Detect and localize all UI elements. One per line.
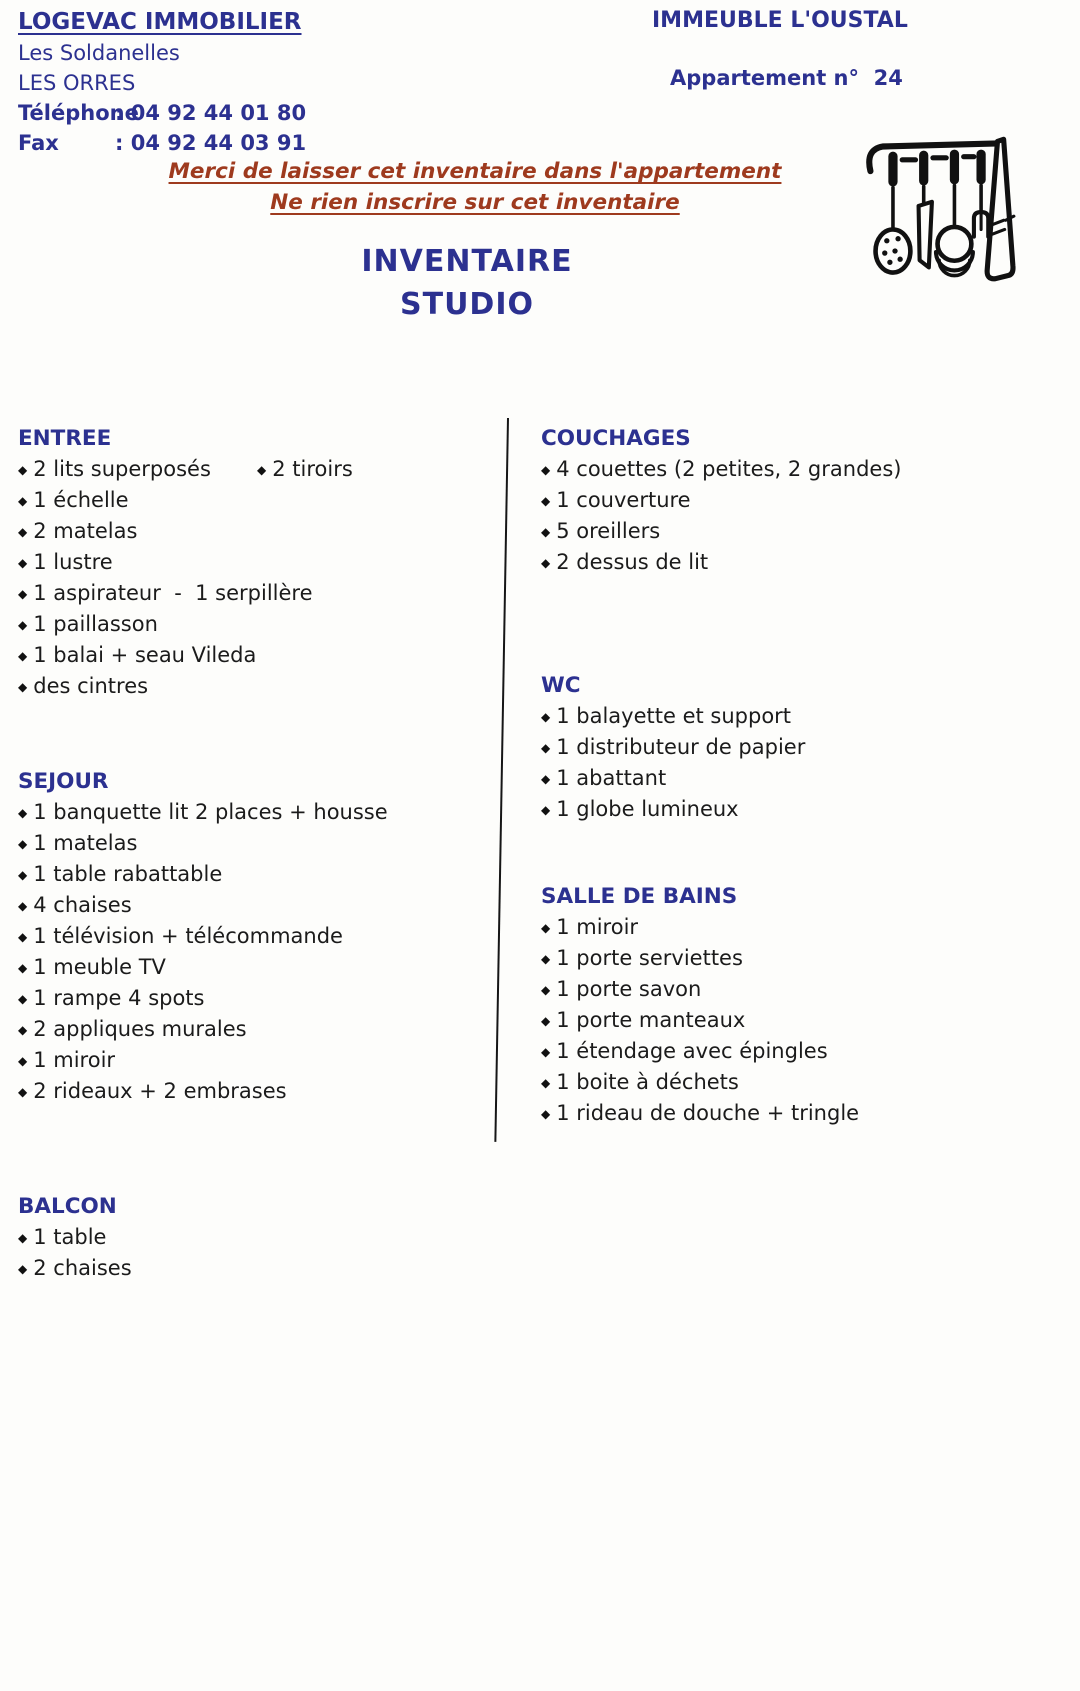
- inventory-item: [18, 671, 493, 702]
- diamond-bullet-icon: ◆: [18, 649, 28, 663]
- inventory-item-cell: [541, 704, 791, 728]
- phone-label: Téléphone: [18, 101, 139, 125]
- inventory-item-label: 1 porte manteaux: [556, 1008, 746, 1032]
- inventory-item-cell: [18, 581, 313, 605]
- inventory-item-cell: [18, 800, 388, 824]
- inventory-item-label: 2 lits superposés: [33, 457, 211, 481]
- inventory-item: [541, 1036, 1061, 1067]
- fax-label: Fax: [18, 131, 59, 155]
- inventory-item: [18, 547, 493, 578]
- inventory-item: [541, 732, 1061, 763]
- diamond-bullet-icon: ◆: [18, 868, 28, 882]
- inventory-item-label: 1 paillasson: [33, 612, 158, 636]
- inventory-item-label: 1 distributeur de papier: [556, 735, 806, 759]
- inventory-item-label: 2 dessus de lit: [556, 550, 709, 574]
- notice-line-1: Merci de laisser cet inventaire dans l'appartement: [168, 159, 782, 184]
- inventory-item-cell: [541, 1039, 828, 1063]
- diamond-bullet-icon: ◆: [18, 1054, 28, 1068]
- diamond-bullet-icon: ◆: [18, 587, 28, 601]
- inventory-item: [541, 701, 1061, 732]
- inventory-item: [18, 983, 493, 1014]
- diamond-bullet-icon: ◆: [18, 961, 28, 975]
- inventory-item: [18, 454, 493, 485]
- inventory-item: [18, 1014, 493, 1045]
- inventory-item-label: 5 oreillers: [556, 519, 661, 543]
- inventory-item: [541, 1005, 1061, 1036]
- inventory-item: [18, 859, 493, 890]
- diamond-bullet-icon: ◆: [541, 741, 551, 755]
- diamond-bullet-icon: ◆: [18, 556, 28, 570]
- inventory-item-label: des cintres: [33, 674, 149, 698]
- inventory-item-label: 4 chaises: [33, 893, 132, 917]
- inventory-item-cell: [18, 674, 148, 698]
- diamond-bullet-icon: ◆: [541, 494, 551, 508]
- diamond-bullet-icon: ◆: [18, 494, 28, 508]
- inventory-item: [18, 828, 493, 859]
- section-wc: [541, 671, 1061, 825]
- inventory-item-cell: [541, 915, 638, 939]
- inventory-item-label: 1 rampe 4 spots: [33, 986, 205, 1010]
- inventory-item: [18, 485, 493, 516]
- section-heading: WC: [541, 673, 581, 698]
- agency-block: [18, 6, 306, 158]
- diamond-bullet-icon: ◆: [541, 921, 551, 935]
- diamond-bullet-icon: ◆: [257, 463, 267, 477]
- diamond-bullet-icon: ◆: [18, 1023, 28, 1037]
- inventory-item: [18, 1253, 493, 1284]
- inventory-item-label: 1 aspirateur - 1 serpillère: [33, 581, 313, 605]
- inventory-item-cell: [18, 454, 257, 485]
- inventory-item-label: 2 tiroirs: [272, 457, 353, 481]
- inventory-item-cell: [541, 1101, 859, 1125]
- inventory-item-label: 1 miroir: [33, 1048, 116, 1072]
- diamond-bullet-icon: ◆: [18, 899, 28, 913]
- inventory-item-cell: [541, 735, 805, 759]
- inventory-item-label: 1 boite à déchets: [556, 1070, 739, 1094]
- inventory-item-cell: [541, 550, 708, 574]
- inventory-item: [541, 1067, 1061, 1098]
- inventory-item: [18, 1045, 493, 1076]
- inventory-item-label: 1 lustre: [33, 550, 113, 574]
- inventory-item-label: 1 rideau de douche + tringle: [556, 1101, 860, 1125]
- inventory-item-label: 1 meuble TV: [33, 955, 166, 979]
- diamond-bullet-icon: ◆: [18, 806, 28, 820]
- inventory-item: [18, 1076, 493, 1107]
- column-divider: [494, 418, 509, 1142]
- inventory-item-label: 1 table rabattable: [33, 862, 223, 886]
- inventory-item: [18, 890, 493, 921]
- inventory-item-cell: [18, 1225, 106, 1249]
- inventory-item-label: 1 miroir: [556, 915, 639, 939]
- notice-block: [0, 156, 950, 218]
- inventory-item: [18, 640, 493, 671]
- inventory-item: [18, 921, 493, 952]
- diamond-bullet-icon: ◆: [541, 556, 551, 570]
- inventory-item-label: 4 couettes (2 petites, 2 grandes): [556, 457, 902, 481]
- inventory-item-cell: [18, 862, 222, 886]
- kitchen-utensils-icon: [856, 126, 1016, 292]
- diamond-bullet-icon: ◆: [541, 772, 551, 786]
- inventory-column-right: [541, 424, 1061, 1129]
- inventory-item-cell: [18, 955, 166, 979]
- title-line-2: STUDIO: [400, 287, 534, 322]
- inventory-item: [541, 794, 1061, 825]
- inventory-item-cell: [18, 612, 158, 636]
- diamond-bullet-icon: ◆: [18, 618, 28, 632]
- inventory-item-cell: [18, 893, 132, 917]
- inventory-item: [18, 952, 493, 983]
- diamond-bullet-icon: ◆: [541, 952, 551, 966]
- diamond-bullet-icon: ◆: [18, 1231, 28, 1245]
- section-couchages: [541, 424, 1061, 578]
- diamond-bullet-icon: ◆: [541, 525, 551, 539]
- diamond-bullet-icon: ◆: [18, 837, 28, 851]
- inventory-item-label: 2 chaises: [33, 1256, 132, 1280]
- inventory-item-label: 2 rideaux + 2 embrases: [33, 1079, 287, 1103]
- inventory-item: [541, 1098, 1061, 1129]
- inventory-item-cell: [18, 643, 256, 667]
- diamond-bullet-icon: ◆: [18, 1085, 28, 1099]
- inventory-item: [541, 763, 1061, 794]
- inventory-item-label: 1 table: [33, 1225, 107, 1249]
- agency-residence: Les Soldanelles: [18, 41, 180, 65]
- inventory-item-cell: [18, 1256, 132, 1280]
- agency-city: LES ORRES: [18, 71, 136, 95]
- inventory-item: [18, 609, 493, 640]
- diamond-bullet-icon: ◆: [541, 1014, 551, 1028]
- inventory-item-label: 1 porte serviettes: [556, 946, 743, 970]
- inventory-item: [18, 797, 493, 828]
- inventory-item: [541, 912, 1061, 943]
- inventory-item-cell: [18, 488, 129, 512]
- inventory-item: [541, 974, 1061, 1005]
- inventory-item-cell: [18, 550, 113, 574]
- agency-name: LOGEVAC IMMOBILIER: [18, 9, 302, 35]
- inventory-item-cell: [18, 1079, 287, 1103]
- diamond-bullet-icon: ◆: [18, 992, 28, 1006]
- inventory-item: [18, 578, 493, 609]
- inventory-item-cell: [541, 519, 660, 543]
- phone-value: : 04 92 44 01 80: [115, 101, 307, 125]
- inventory-item: [541, 943, 1061, 974]
- section-entree: [18, 424, 493, 702]
- inventory-item-cell: [18, 519, 137, 543]
- diamond-bullet-icon: ◆: [541, 1045, 551, 1059]
- section-heading: BALCON: [18, 1194, 117, 1219]
- apartment-number: Appartement n° 24: [670, 66, 903, 90]
- inventory-item-cell: [541, 1070, 739, 1094]
- diamond-bullet-icon: ◆: [18, 463, 28, 477]
- document-title: [0, 240, 934, 326]
- inventory-item-label: 1 couverture: [556, 488, 691, 512]
- inventory-item-cell: [18, 986, 205, 1010]
- diamond-bullet-icon: ◆: [541, 803, 551, 817]
- inventory-item-label: 1 étendage avec épingles: [556, 1039, 828, 1063]
- inventory-item-cell: [541, 946, 743, 970]
- inventory-item-label: 1 abattant: [556, 766, 667, 790]
- inventory-item-label: 1 échelle: [33, 488, 129, 512]
- agency-phone: [18, 98, 306, 128]
- diamond-bullet-icon: ◆: [541, 710, 551, 724]
- inventory-item-label: 2 matelas: [33, 519, 138, 543]
- inventory-item: [541, 547, 1061, 578]
- section-heading: SALLE DE BAINS: [541, 884, 738, 909]
- inventory-item-label: 1 porte savon: [556, 977, 702, 1001]
- inventory-item: [18, 516, 493, 547]
- inventory-item-cell: [541, 488, 691, 512]
- building-name: IMMEUBLE L'OUSTAL: [652, 8, 908, 33]
- inventory-item-cell: [18, 924, 343, 948]
- inventory-item-cell: [18, 1048, 115, 1072]
- inventory-item-cell: [541, 1008, 745, 1032]
- fax-value: : 04 92 44 03 91: [115, 131, 307, 155]
- inventory-item-cell: [541, 457, 901, 481]
- inventory-item-label: 2 appliques murales: [33, 1017, 247, 1041]
- title-line-1: INVENTAIRE: [361, 244, 573, 279]
- section-balcon: [18, 1192, 493, 1284]
- diamond-bullet-icon: ◆: [541, 1076, 551, 1090]
- section-salle-de-bains: [541, 882, 1061, 1129]
- section-heading: COUCHAGES: [541, 426, 691, 451]
- inventory-item: [541, 454, 1061, 485]
- inventory-item-label: 1 banquette lit 2 places + housse: [33, 800, 388, 824]
- inventory-item: [541, 516, 1061, 547]
- diamond-bullet-icon: ◆: [18, 680, 28, 694]
- diamond-bullet-icon: ◆: [541, 1107, 551, 1121]
- inventory-item-cell: [541, 977, 701, 1001]
- diamond-bullet-icon: ◆: [18, 930, 28, 944]
- inventory-item-label: 1 matelas: [33, 831, 138, 855]
- diamond-bullet-icon: ◆: [18, 525, 28, 539]
- diamond-bullet-icon: ◆: [18, 1262, 28, 1276]
- section-heading: SEJOUR: [18, 769, 109, 794]
- section-heading: ENTREE: [18, 426, 112, 451]
- inventory-item-cell: [257, 457, 353, 481]
- inventory-item: [541, 485, 1061, 516]
- inventory-item-label: 1 balayette et support: [556, 704, 792, 728]
- inventory-item-cell: [541, 766, 666, 790]
- inventory-column-left: [18, 424, 493, 1284]
- notice-line-2: Ne rien inscrire sur cet inventaire: [270, 190, 680, 215]
- inventory-item-label: 1 globe lumineux: [556, 797, 739, 821]
- diamond-bullet-icon: ◆: [541, 463, 551, 477]
- inventory-item-cell: [541, 797, 739, 821]
- agency-fax: [18, 128, 306, 158]
- inventory-item: [18, 1222, 493, 1253]
- inventory-item-label: 1 balai + seau Vileda: [33, 643, 257, 667]
- section-sejour: [18, 767, 493, 1107]
- inventory-item-cell: [18, 831, 137, 855]
- inventory-item-cell: [18, 1017, 247, 1041]
- inventory-item-label: 1 télévision + télécommande: [33, 924, 343, 948]
- diamond-bullet-icon: ◆: [541, 983, 551, 997]
